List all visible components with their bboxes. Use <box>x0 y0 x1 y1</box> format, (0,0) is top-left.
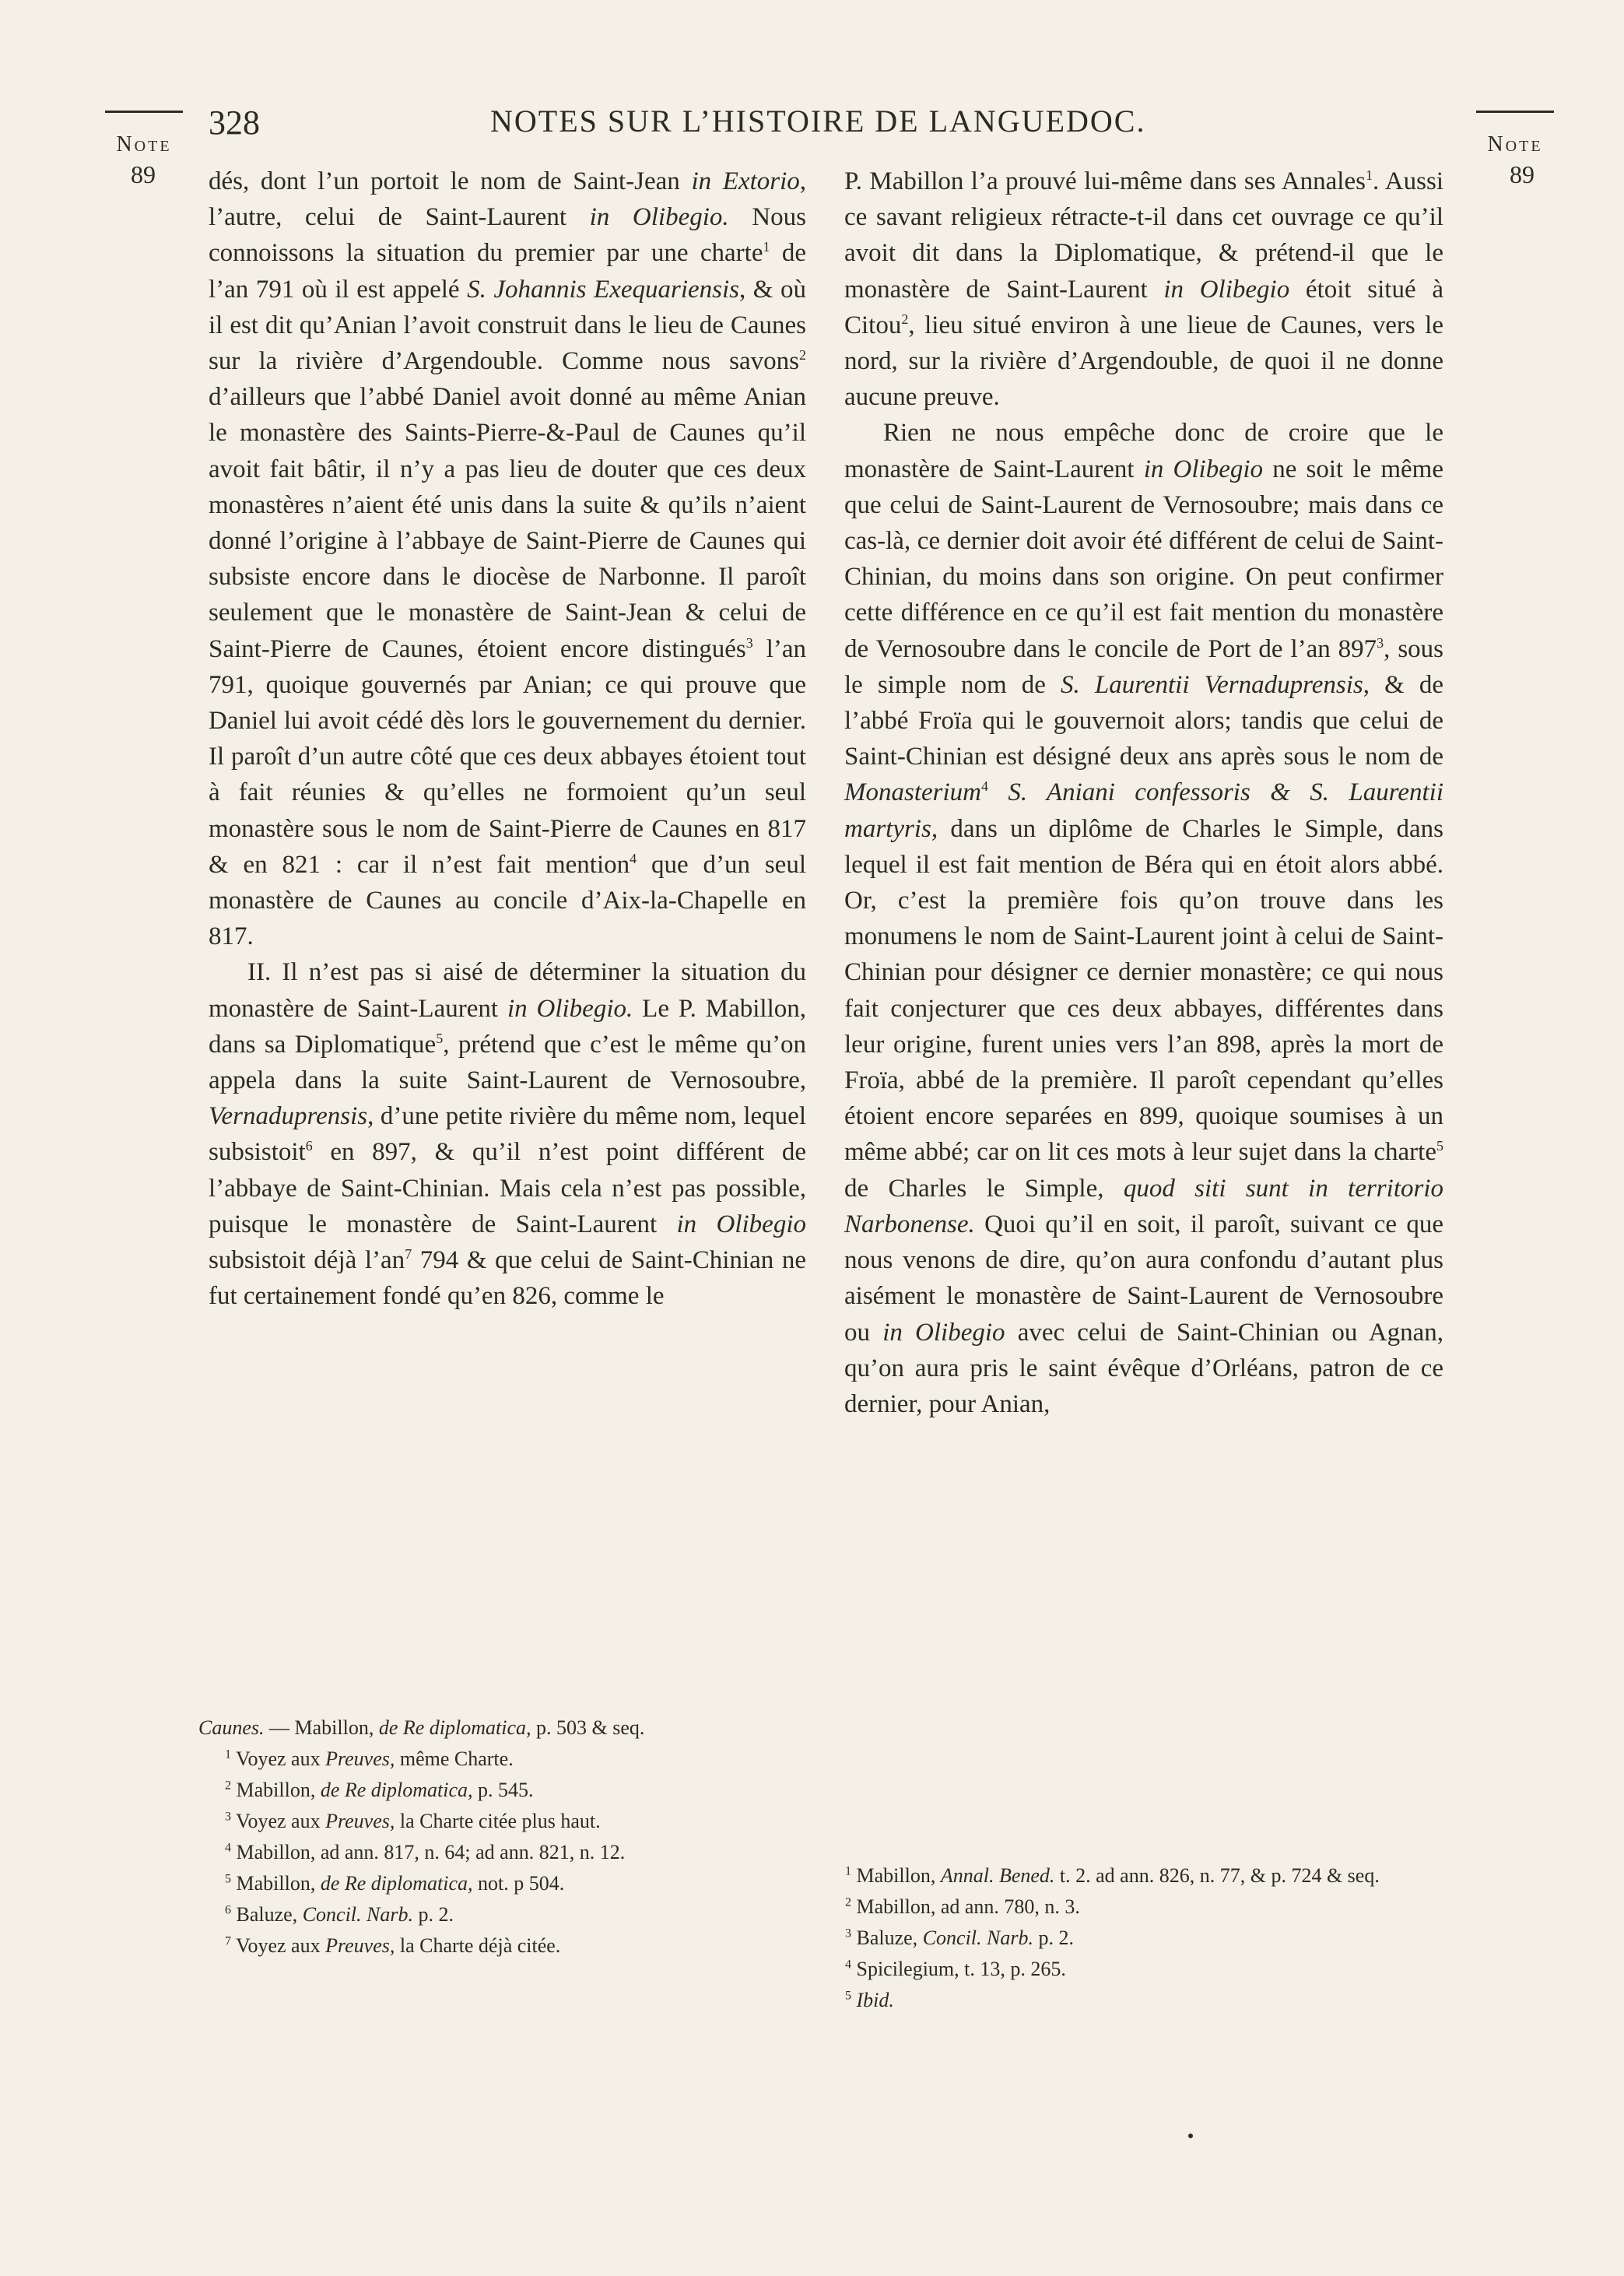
right-column <box>844 163 1443 1422</box>
text-run: p. 2. <box>1033 1927 1074 1949</box>
text-run: , & où il est dit qu’Anian l’avoit construit dans le lieu de Caunes sur la rivière d’Argendouble. Comme nous savons <box>209 275 806 376</box>
italic-text: S. Aniani confessoris & S. Laurentii martyris, <box>844 778 1443 843</box>
footnote-ref: 5 <box>1436 1138 1443 1154</box>
text-run: Voyez aux <box>231 1810 326 1832</box>
footnote-continuation <box>198 1712 798 1744</box>
italic-text: in Extorio <box>691 167 800 195</box>
running-title: NOTES SUR L’HISTOIRE DE LANGUEDOC. <box>490 104 1146 139</box>
margin-number: 89 <box>131 160 156 189</box>
footnotes-right <box>819 1860 1433 2016</box>
footnote-marker: 1 <box>225 1747 231 1761</box>
italic-text: Annal. Bened. <box>940 1864 1055 1887</box>
text-run: de Charles le Simple, <box>844 1174 1124 1203</box>
text-run: Voyez aux <box>231 1747 326 1770</box>
margin-note-right <box>1472 131 1558 191</box>
text-run: Rien ne nous empêche donc de croire que le monastère de Saint-Laurent <box>844 419 1443 483</box>
italic-text: in Olibegio <box>882 1318 1005 1347</box>
text-run: Voyez aux <box>231 1934 326 1957</box>
footnote-marker: 2 <box>225 1779 231 1793</box>
footnote <box>819 1860 1433 1891</box>
italic-text: Ibid. <box>856 1989 894 2011</box>
italic-text: Preuves, <box>325 1810 395 1832</box>
italic-text: in Olibegio <box>1143 455 1264 483</box>
footnote-ref: 3 <box>1377 634 1384 651</box>
footnote-marker: 2 <box>845 1895 851 1909</box>
text-run: , lieu situé environ à une lieue de Caunes, vers le nord, sur la rivière d’Argendouble, de quoi il ne donne aucune preuve. <box>844 311 1443 412</box>
italic-text: in Olibegio <box>676 1210 806 1238</box>
footnote-marker: 3 <box>225 1810 231 1824</box>
text-run: P. Mabillon l’a prouvé lui-même dans ses Annales <box>844 167 1366 195</box>
text-run: l’an 791, quoique gouvernés par Anian; ce qui prouve que Daniel lui avoit cédé dès lors le gouvernement du dernier. Il paroît d’un autre côté que ces deux abbayes étoient tout à fait réunies & qu’elles ne formoient qu’un seul monastère sous le nom de Saint-Pierre de Caunes en 817 & en 821 : car il n’est fait mention <box>209 634 806 879</box>
text-run: — Mabillon, <box>264 1716 379 1739</box>
italic-text: Preuves, <box>325 1934 395 1957</box>
footnote-ref: 1 <box>1365 167 1373 183</box>
footnote-ref: 2 <box>799 347 806 364</box>
text-run: not. p 504. <box>472 1872 565 1895</box>
italic-text: de Re diplomatica, <box>378 1716 531 1739</box>
footnote <box>819 1891 1433 1923</box>
footnote-ref: 6 <box>305 1138 313 1154</box>
footnote-ref: 2 <box>901 311 909 327</box>
text-run: Nous connoissons la situation du premier par une charte <box>209 203 806 268</box>
footnote <box>819 1985 1433 2016</box>
italic-text: Concil. Narb. <box>302 1903 413 1926</box>
text-run: avec celui de Saint-Chinian ou Agnan, qu’on aura pris le saint évêque d’Orléans, patron de ce dernier, pour Anian, <box>844 1318 1444 1418</box>
text-run: II. Il n’est pas si aisé de déterminer la situation du monastère de Saint-Laurent <box>209 958 806 1023</box>
text-run: Mabillon, <box>231 1872 321 1895</box>
text-run: , l’autre, celui de Saint-Laurent <box>209 167 806 232</box>
text-run: Mabillon, <box>231 1779 321 1801</box>
margin-rule <box>1476 111 1554 113</box>
text-run: que d’un seul monastère de Caunes au concile d’Aix-la-Chapelle en 817. <box>209 850 806 951</box>
text-run: dans un diplôme de Charles le Simple, dans lequel il est fait mention de Béra qui en étoit alors abbé. Or, c’est la première fois qu’on trouve dans les monumens le nom de Saint-Laurent joint à celui de Saint-Chinian pour désigner ce dernier monastère; ce qui nous fait conjecturer que ces deux abbayes, différentes dans leur origine, furent unies vers l’an 898, après la mort de Froïa, abbé de la première. Il paroît cependant qu’elles étoient encore separées en 899, quoique soumises à un même abbé; car on lit ces mots à leur sujet dans la charte <box>844 814 1443 1167</box>
footnote-marker: 1 <box>845 1864 851 1878</box>
text-run: p. 503 & seq. <box>531 1716 645 1739</box>
italic-text: in Olibegio <box>1163 275 1290 304</box>
text-run: même Charte. <box>395 1747 514 1770</box>
text-run: , prétend que c’est le même qu’on appela dans la suite Saint-Laurent de Vernosoubre, <box>209 1030 807 1095</box>
footnote-ref: 4 <box>630 850 637 866</box>
italic-text: Monasterium <box>844 778 981 807</box>
text-run <box>988 778 1008 806</box>
footnote <box>819 1923 1433 1954</box>
italic-text: Vernaduprensis <box>209 1102 368 1131</box>
left-column <box>209 163 806 1315</box>
text-run: la Charte déjà citée. <box>395 1934 561 1957</box>
margin-rule <box>105 111 183 113</box>
text-run: la Charte citée plus haut. <box>395 1810 601 1832</box>
text-run: p. 2. <box>412 1903 454 1926</box>
italic-text: in Olibegio. <box>589 203 729 232</box>
footnote-ref: 4 <box>981 778 988 795</box>
text-run: dés, dont l’un portoit le nom de Saint-Jean <box>209 167 692 195</box>
italic-text: in Olibegio. <box>507 994 633 1023</box>
footnote <box>198 1775 798 1806</box>
footnote-marker: 4 <box>845 1958 851 1972</box>
text-run: d’ailleurs que l’abbé Daniel avoit donné au même Anian le monastère des Saints-Pierre-&-Paul de Caunes qu’il avoit fait bâtir, il n’y a pas lieu de douter que ces deux monastères n’aient été unis dans la suite & qu’ils n’aient donné l’origine à l’abbaye de Saint-Pierre de Caunes qui subsiste encore dans le diocèse de Narbonne. Il paroît seulement que le monastère de Saint-Jean & celui de Saint-Pierre de Caunes, étoient encore distingués <box>209 383 806 663</box>
italic-text: S. Johannis Exequariensis <box>467 275 740 304</box>
footnote-ref: 3 <box>745 634 753 651</box>
footnote-marker: 3 <box>845 1927 851 1941</box>
text-run: Baluze, <box>231 1903 303 1926</box>
footnote-marker: 6 <box>225 1903 231 1917</box>
text-run: étoit situé à Citou <box>844 275 1443 339</box>
page-number: 328 <box>209 104 260 142</box>
italic-text: Caunes. <box>198 1716 265 1739</box>
text-run: ne soit le même que celui de Saint-Laurent de Vernosoubre; mais dans ce cas-là, ce dernier doit avoir été différent de celui de Saint-Chinian, du moins dans son origine. On peut confirmer cette différence en ce qu’il est fait mention du monastère de Vernosoubre dans le concile de Port de l’an 897 <box>844 455 1443 663</box>
margin-note-left <box>101 131 187 191</box>
text-run: , d’une petite rivière du même nom, lequel subsistoit <box>209 1102 806 1167</box>
footnotes-left <box>198 1712 798 1962</box>
text-run: Le P. Mabillon, dans sa Diplomatique <box>209 994 806 1059</box>
text-run: . Aussi ce savant religieux rétracte-t-il dans cet ouvrage ce qu’il avoit dit dans la Diplomatique, & prétend-il que le monastère de Saint-Laurent <box>844 167 1443 304</box>
text-run: Mabillon, ad ann. 780, n. 3. <box>851 1895 1080 1918</box>
footnote-ref: 7 <box>405 1246 412 1263</box>
footnote-marker: 5 <box>845 1989 851 2003</box>
footnote-ref: 1 <box>763 239 770 255</box>
italic-text: Concil. Narb. <box>922 1927 1033 1949</box>
footnote <box>198 1930 798 1962</box>
ink-speck <box>1188 2134 1193 2138</box>
footnote-marker: 5 <box>225 1872 231 1886</box>
paragraph <box>844 415 1443 1422</box>
footnote <box>198 1837 798 1868</box>
text-run: Baluze, <box>851 1927 923 1949</box>
text-run: , & de l’abbé Froïa qui le gouvernoit alors; tandis que celui de Saint-Chinian est désigné deux ans après sous le nom de <box>844 670 1443 771</box>
italic-text: de Re diplomatica, <box>320 1779 473 1801</box>
footnote-ref: 5 <box>436 1030 444 1046</box>
text-run: Mabillon, <box>851 1864 941 1887</box>
text-run: , sous le simple nom de <box>844 634 1444 699</box>
text-run: p. 545. <box>472 1779 534 1801</box>
footnote <box>819 1954 1433 1985</box>
footnote <box>198 1806 798 1837</box>
paragraph <box>844 163 1443 415</box>
paragraph <box>209 954 806 1314</box>
text-run: de l’an 791 où il est appelé <box>209 239 806 304</box>
footnote-marker: 7 <box>225 1934 231 1948</box>
footnote <box>198 1899 798 1930</box>
text-run: en 897, & qu’il n’est point différent de l’abbaye de Saint-Chinian. Mais cela n’est pas possible, puisque le monastère de Saint-Laurent <box>209 1138 806 1238</box>
footnote <box>198 1868 798 1899</box>
italic-text: S. Laurentii Vernaduprensis <box>1061 670 1363 699</box>
footnote <box>198 1744 798 1775</box>
italic-text: quod siti sunt in territorio Narbonense. <box>844 1174 1443 1238</box>
text-run: Quoi qu’il en soit, il paroît, suivant ce que nous venons de dire, qu’on aura confondu d’autant plus aisément le monastère de Saint-Laurent de Vernosoubre ou <box>844 1210 1443 1347</box>
text-run: subsistoit déjà l’an <box>209 1246 405 1275</box>
margin-number: 89 <box>1510 160 1535 189</box>
text-run: t. 2. ad ann. 826, n. 77, & p. 724 & seq. <box>1054 1864 1380 1887</box>
text-run: Mabillon, ad ann. 817, n. 64; ad ann. 821, n. 12. <box>231 1841 626 1863</box>
italic-text: Preuves, <box>325 1747 395 1770</box>
text-run: Spicilegium, t. 13, p. 265. <box>851 1958 1066 1980</box>
text-run: 794 & que celui de Saint-Chinian ne fut certainement fondé qu’en 826, comme le <box>209 1246 807 1311</box>
margin-label: Note <box>1487 132 1543 156</box>
paragraph <box>209 163 806 954</box>
footnote-marker: 4 <box>225 1841 231 1855</box>
margin-label: Note <box>116 132 172 156</box>
italic-text: de Re diplomatica, <box>320 1872 473 1895</box>
